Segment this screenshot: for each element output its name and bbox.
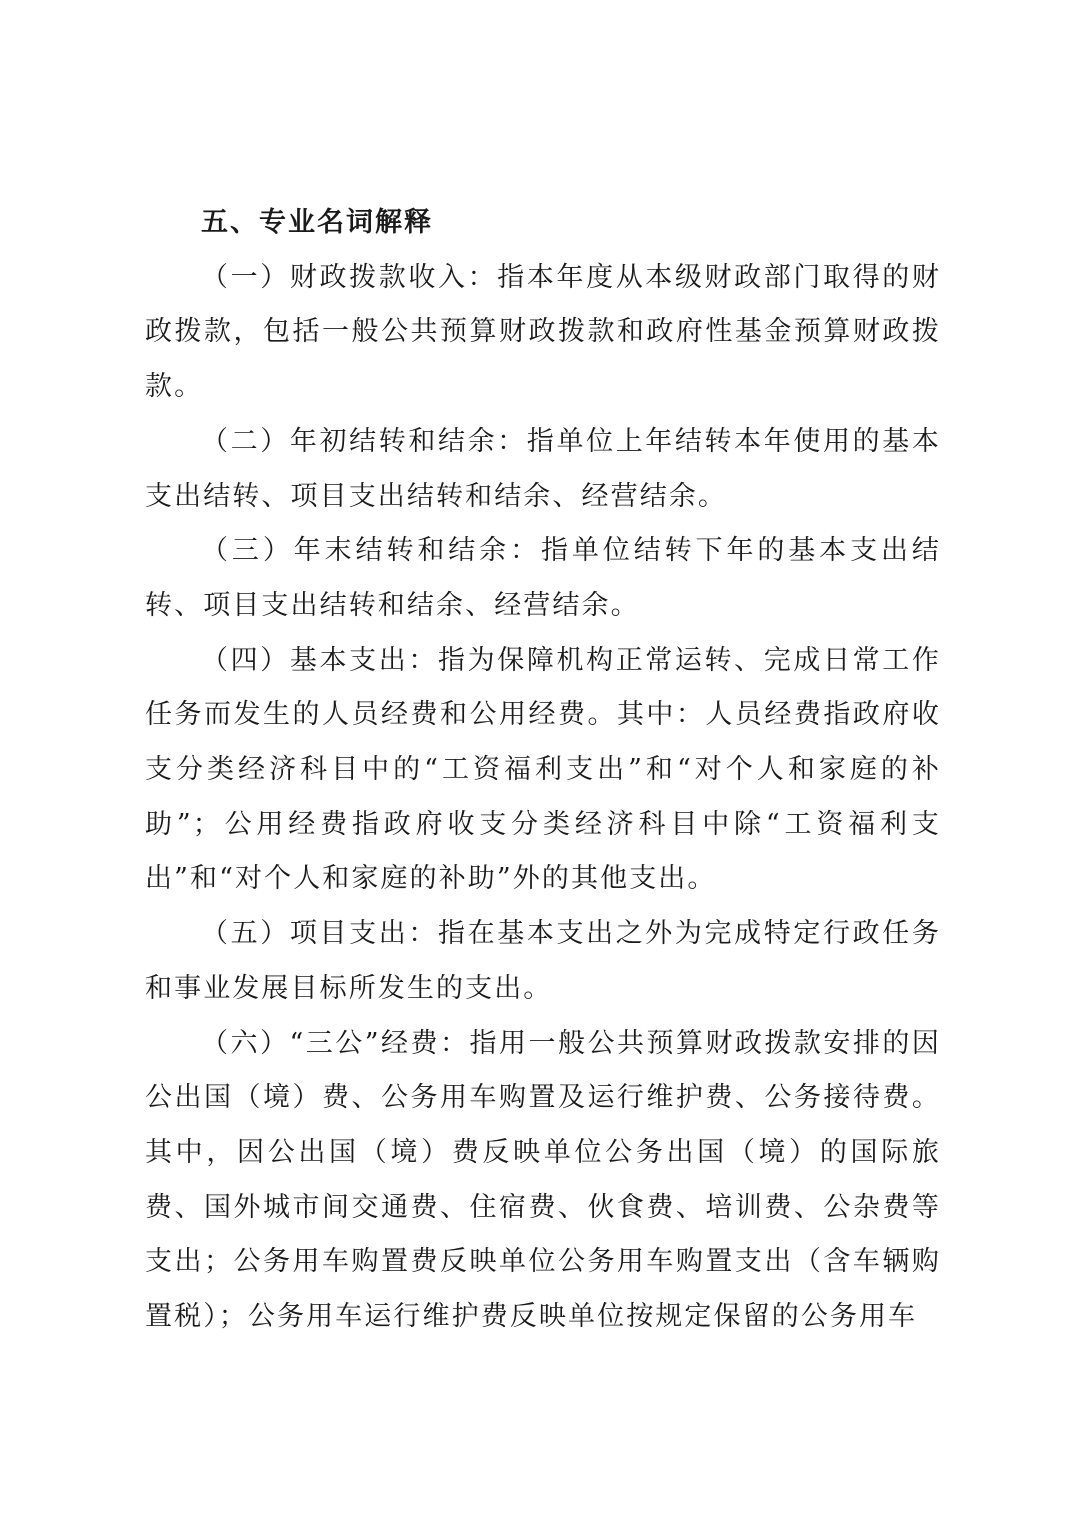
paragraph-basic-expenditure: （四）基本支出：指为保障机构正常运转、完成日常工作任务而发生的人员经费和公用经费。其中：人员经费指政府收支分类经济科目中的“工资福利支出”和“对个人和家庭的补助”；公用经费指政府收支分类经济科目中除“工资福利支出”和“对个人和家庭的补助”外的其他支出。 [145,644,941,895]
paragraph-fiscal-appropriation-income: （一）财政拨款收入：指本年度从本级财政部门取得的财政拨款，包括一般公共预算财政拨款和政府性基金预算财政拨款。 [145,261,941,403]
paragraph-three-public-expenses: （六）“三公”经费：指用一般公共预算财政拨款安排的因公出国（境）费、公务用车购置及运行维护费、公务接待费。其中，因公出国（境）费反映单位公务出国（境）的国际旅费、国外城市间交通费、住宿费、伙食费、培训费、公杂费等支出；公务用车购置费反映单位公务用车购置支出（含车辆购置税）；公务用车运行维护费反映单位按规定保留的公务用车 [145,1027,941,1333]
paragraph-ending-carryover: （三）年末结转和结余：指单位结转下年的基本支出结转、项目支出结转和结余、经营结余。 [145,535,941,621]
paragraph-beginning-carryover: （二）年初结转和结余：指单位上年结转本年使用的基本支出结转、项目支出结转和结余、经营结余。 [145,425,941,512]
section-heading: 五、专业名词解释 [201,207,433,238]
paragraph-project-expenditure: （五）项目支出：指在基本支出之外为完成特定行政任务和事业发展目标所发生的支出。 [145,918,941,1004]
document-body [145,196,941,1345]
